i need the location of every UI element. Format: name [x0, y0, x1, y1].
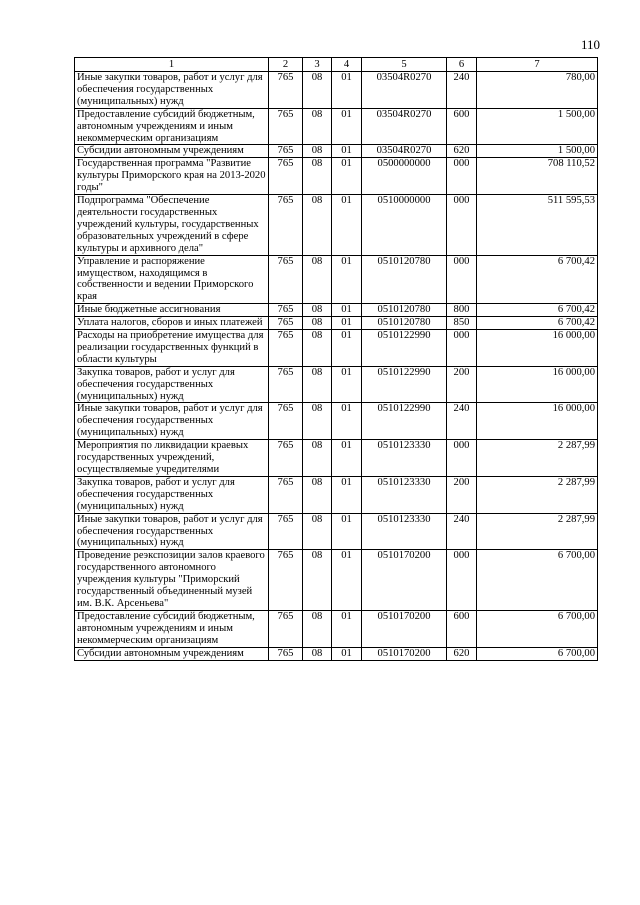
- amount-value: 6 700,00: [477, 647, 598, 660]
- target-article-code: 0510000000: [362, 195, 447, 256]
- amount-value: 16 000,00: [477, 330, 598, 367]
- table-row: [75, 304, 598, 317]
- subsection-code: 01: [332, 403, 362, 440]
- expense-name: Иные закупки товаров, работ и услуг для обеспечения государственных (муниципальных) нужд: [75, 72, 269, 109]
- amount-value: 6 700,00: [477, 610, 598, 647]
- table-row: [75, 108, 598, 145]
- expense-name: Иные закупки товаров, работ и услуг для обеспечения государственных (муниципальных) нужд: [75, 513, 269, 550]
- table-row: [75, 158, 598, 195]
- expense-type-code: 000: [447, 158, 477, 195]
- table-row: [75, 195, 598, 256]
- section-code: 08: [303, 610, 332, 647]
- column-header: 6: [447, 58, 477, 72]
- column-header: 3: [303, 58, 332, 72]
- ministry-code: 765: [269, 476, 303, 513]
- section-code: 08: [303, 304, 332, 317]
- expense-type-code: 600: [447, 108, 477, 145]
- amount-value: 2 287,99: [477, 476, 598, 513]
- target-article-code: 03504R0270: [362, 108, 447, 145]
- section-code: 08: [303, 158, 332, 195]
- subsection-code: 01: [332, 647, 362, 660]
- expense-type-code: 000: [447, 195, 477, 256]
- ministry-code: 765: [269, 513, 303, 550]
- section-code: 08: [303, 366, 332, 403]
- expense-type-code: 200: [447, 476, 477, 513]
- amount-value: 6 700,42: [477, 304, 598, 317]
- column-header: 7: [477, 58, 598, 72]
- amount-value: 6 700,42: [477, 255, 598, 304]
- table-row: [75, 72, 598, 109]
- ministry-code: 765: [269, 610, 303, 647]
- section-code: 08: [303, 317, 332, 330]
- ministry-code: 765: [269, 440, 303, 477]
- expense-name: Подпрограмма "Обеспечение деятельности государственных учреждений культуры, государственных образовательных учреждений в сфере культуры и архивного дела": [75, 195, 269, 256]
- expense-name: Субсидии автономным учреждениям: [75, 647, 269, 660]
- expense-type-code: 850: [447, 317, 477, 330]
- section-code: 08: [303, 476, 332, 513]
- subsection-code: 01: [332, 255, 362, 304]
- table-row: [75, 366, 598, 403]
- subsection-code: 01: [332, 304, 362, 317]
- target-article-code: 0510120780: [362, 255, 447, 304]
- ministry-code: 765: [269, 317, 303, 330]
- expense-type-code: 240: [447, 403, 477, 440]
- section-code: 08: [303, 513, 332, 550]
- expense-name: Проведение реэкспозиции залов краевого государственного автономного учреждения культуры "Приморский государственный объединенный музей им. В.К. Арсеньева": [75, 550, 269, 611]
- target-article-code: 0510123330: [362, 476, 447, 513]
- amount-value: 780,00: [477, 72, 598, 109]
- subsection-code: 01: [332, 440, 362, 477]
- ministry-code: 765: [269, 195, 303, 256]
- target-article-code: 0510123330: [362, 440, 447, 477]
- ministry-code: 765: [269, 366, 303, 403]
- amount-value: 16 000,00: [477, 366, 598, 403]
- expense-name: Уплата налогов, сборов и иных платежей: [75, 317, 269, 330]
- expense-type-code: 800: [447, 304, 477, 317]
- ministry-code: 765: [269, 72, 303, 109]
- expense-name: Субсидии автономным учреждениям: [75, 145, 269, 158]
- subsection-code: 01: [332, 550, 362, 611]
- target-article-code: 0510123330: [362, 513, 447, 550]
- table-row: [75, 647, 598, 660]
- expense-type-code: 200: [447, 366, 477, 403]
- subsection-code: 01: [332, 108, 362, 145]
- expense-name: Закупка товаров, работ и услуг для обеспечения государственных (муниципальных) нужд: [75, 476, 269, 513]
- target-article-code: 0500000000: [362, 158, 447, 195]
- target-article-code: 0510170200: [362, 647, 447, 660]
- subsection-code: 01: [332, 476, 362, 513]
- amount-value: 2 287,99: [477, 440, 598, 477]
- subsection-code: 01: [332, 366, 362, 403]
- table-row: [75, 476, 598, 513]
- section-code: 08: [303, 403, 332, 440]
- expense-name: Иные закупки товаров, работ и услуг для обеспечения государственных (муниципальных) нужд: [75, 403, 269, 440]
- amount-value: 2 287,99: [477, 513, 598, 550]
- column-header: 2: [269, 58, 303, 72]
- amount-value: 6 700,42: [477, 317, 598, 330]
- expense-name: Управление и распоряжение имуществом, находящимся в собственности и ведении Приморского края: [75, 255, 269, 304]
- expense-type-code: 620: [447, 145, 477, 158]
- table-row: [75, 255, 598, 304]
- target-article-code: 03504R0270: [362, 145, 447, 158]
- ministry-code: 765: [269, 550, 303, 611]
- expense-type-code: 000: [447, 330, 477, 367]
- page-number: 110: [580, 37, 600, 52]
- amount-value: 1 500,00: [477, 108, 598, 145]
- table-row: [75, 513, 598, 550]
- section-code: 08: [303, 72, 332, 109]
- section-code: 08: [303, 108, 332, 145]
- expense-name: Закупка товаров, работ и услуг для обеспечения государственных (муниципальных) нужд: [75, 366, 269, 403]
- target-article-code: 0510170200: [362, 610, 447, 647]
- section-code: 08: [303, 195, 332, 256]
- table-row: [75, 610, 598, 647]
- section-code: 08: [303, 145, 332, 158]
- table-row: [75, 317, 598, 330]
- ministry-code: 765: [269, 330, 303, 367]
- expense-type-code: 240: [447, 72, 477, 109]
- subsection-code: 01: [332, 145, 362, 158]
- section-code: 08: [303, 550, 332, 611]
- amount-value: 1 500,00: [477, 145, 598, 158]
- subsection-code: 01: [332, 513, 362, 550]
- table-row: [75, 330, 598, 367]
- target-article-code: 0510122990: [362, 366, 447, 403]
- target-article-code: 0510170200: [362, 550, 447, 611]
- amount-value: 6 700,00: [477, 550, 598, 611]
- subsection-code: 01: [332, 610, 362, 647]
- expense-type-code: 000: [447, 440, 477, 477]
- expense-type-code: 240: [447, 513, 477, 550]
- column-header: 5: [362, 58, 447, 72]
- ministry-code: 765: [269, 647, 303, 660]
- ministry-code: 765: [269, 158, 303, 195]
- expense-name: Предоставление субсидий бюджетным, автономным учреждениям и иным некоммерческим организациям: [75, 610, 269, 647]
- amount-value: 708 110,52: [477, 158, 598, 195]
- expense-type-code: 000: [447, 255, 477, 304]
- expense-type-code: 000: [447, 550, 477, 611]
- table-row: [75, 403, 598, 440]
- subsection-code: 01: [332, 195, 362, 256]
- ministry-code: 765: [269, 108, 303, 145]
- budget-table: [74, 57, 598, 661]
- subsection-code: 01: [332, 158, 362, 195]
- section-code: 08: [303, 330, 332, 367]
- amount-value: 16 000,00: [477, 403, 598, 440]
- ministry-code: 765: [269, 304, 303, 317]
- expense-name: Расходы на приобретение имущества для реализации государственных функций в области культуры: [75, 330, 269, 367]
- section-code: 08: [303, 255, 332, 304]
- expense-name: Предоставление субсидий бюджетным, автономным учреждениям и иным некоммерческим организациям: [75, 108, 269, 145]
- table-row: [75, 145, 598, 158]
- target-article-code: 03504R0270: [362, 72, 447, 109]
- expense-name: Государственная программа "Развитие культуры Приморского края на 2013-2020 годы": [75, 158, 269, 195]
- target-article-code: 0510122990: [362, 403, 447, 440]
- column-header: 1: [75, 58, 269, 72]
- table-row: [75, 550, 598, 611]
- table-row: [75, 440, 598, 477]
- table-body: [75, 72, 598, 661]
- target-article-code: 0510120780: [362, 317, 447, 330]
- column-header: 4: [332, 58, 362, 72]
- section-code: 08: [303, 647, 332, 660]
- target-article-code: 0510120780: [362, 304, 447, 317]
- section-code: 08: [303, 440, 332, 477]
- subsection-code: 01: [332, 317, 362, 330]
- amount-value: 511 595,53: [477, 195, 598, 256]
- ministry-code: 765: [269, 255, 303, 304]
- header-row: [75, 58, 598, 72]
- ministry-code: 765: [269, 403, 303, 440]
- expense-name: Иные бюджетные ассигнования: [75, 304, 269, 317]
- expense-type-code: 600: [447, 610, 477, 647]
- subsection-code: 01: [332, 72, 362, 109]
- target-article-code: 0510122990: [362, 330, 447, 367]
- expense-type-code: 620: [447, 647, 477, 660]
- subsection-code: 01: [332, 330, 362, 367]
- expense-name: Мероприятия по ликвидации краевых государственных учреждений, осуществляемые учредителями: [75, 440, 269, 477]
- ministry-code: 765: [269, 145, 303, 158]
